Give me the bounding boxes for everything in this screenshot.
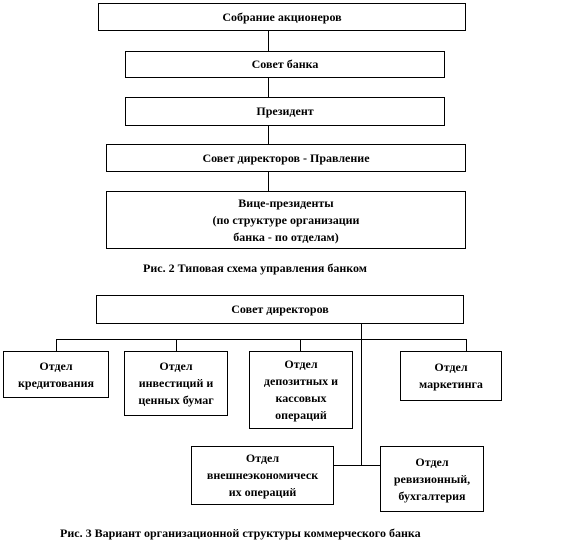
board-of-directors-management-box: Совет директоров - Правление: [106, 144, 466, 172]
connector-bar: [56, 339, 466, 340]
department-deposits-cash-box: Отдел депозитных и кассовых операций: [249, 351, 353, 429]
board-of-directors-box: Совет директоров: [96, 295, 464, 324]
connector: [268, 78, 269, 97]
department-lending-box: Отдел кредитования: [3, 351, 109, 398]
connector: [268, 126, 269, 144]
department-foreign-economic-box: Отдел внешнеэкономическ их операций: [191, 446, 334, 505]
connector: [268, 31, 269, 51]
connector: [56, 339, 57, 351]
connector: [176, 339, 177, 351]
shareholders-meeting-box: Собрание акционеров: [98, 3, 466, 31]
connector: [300, 339, 301, 351]
department-marketing-box: Отдел маркетинга: [400, 351, 502, 401]
department-investments-securities-box: Отдел инвестиций и ценных бумаг: [124, 351, 228, 416]
figure3-caption: Рис. 3 Вариант организационной структуры коммерческого банка: [60, 526, 421, 540]
department-audit-accounting-box: Отдел ревизионный, бухгалтерия: [380, 446, 484, 512]
connector-trunk: [361, 324, 362, 465]
president-box: Президент: [125, 97, 445, 126]
connector-bottom-bar: [334, 465, 382, 466]
connector: [466, 339, 467, 351]
connector: [268, 172, 269, 191]
bank-council-box: Совет банка: [125, 51, 445, 78]
vice-presidents-box: Вице-президенты (по структуре организации банка - по отделам): [106, 191, 466, 249]
figure2-caption: Рис. 2 Типовая схема управления банком: [143, 261, 367, 275]
